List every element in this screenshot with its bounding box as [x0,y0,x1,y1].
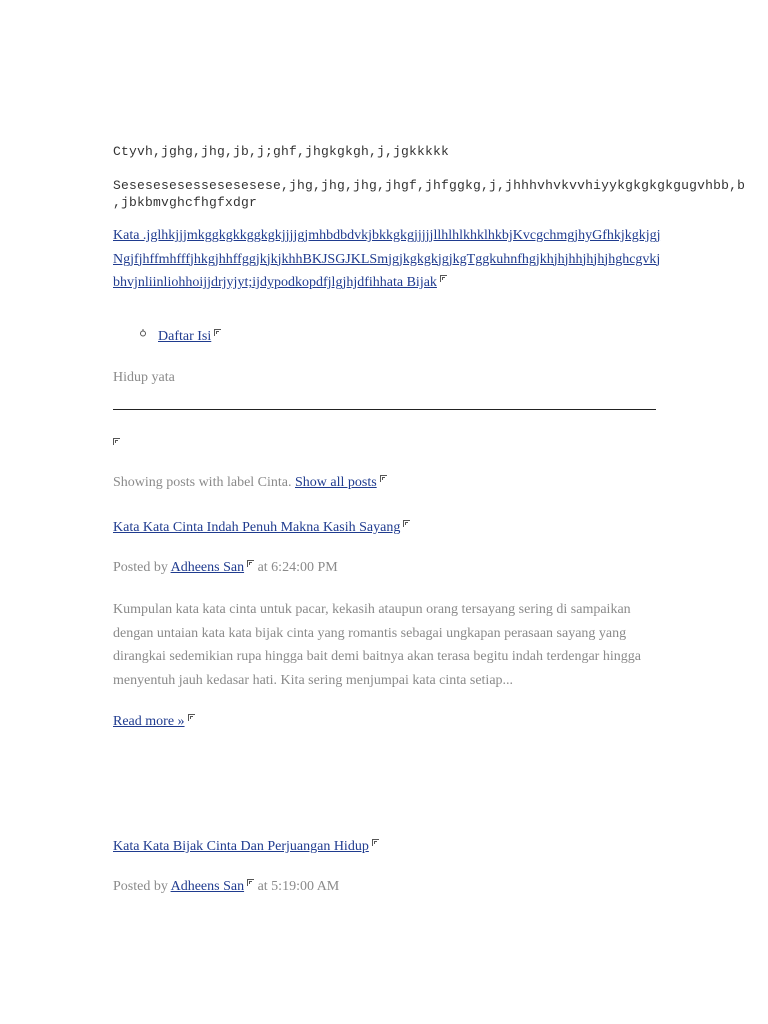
external-link-icon [214,329,221,336]
label-bar [113,475,387,491]
post-excerpt-1: Kumpulan kata kata cinta untuk pacar, kekasih ataupun orang tersayang sering di sampaikan dengan untaian kata kata bijak cinta yang romantis sebagai ungkapan perasaan sayang yang dirangkai sedemikian rupa hingga bait demi baitnya akan terasa begitu indah terdengar hingga menyentuh jauh kedasar hati. Kita sering menjumpai kata cinta setiap... [113,602,641,688]
posted-by-label: Posted by [113,560,168,575]
post-title-link[interactable]: Kata Kata Bijak Cinta Dan Perjuangan Hidup [113,839,369,854]
external-link-icon [247,879,254,886]
external-link-icon [380,475,387,482]
posted-by-label: Posted by [113,879,168,894]
post-title-1 [113,518,410,536]
post-time: at 6:24:00 PM [257,560,338,575]
author-link[interactable]: Adheens San [170,560,245,575]
daftar-isi-link[interactable]: Daftar Isi [158,329,212,344]
header-line-2b: ,jbkbmvghcfhgfxdgr [113,195,258,210]
author-link[interactable]: Adheens San [170,879,245,894]
read-more-1 [113,712,195,730]
post-meta-2 [113,879,339,895]
header-line-2a: Sesesesesessesesesese,jhg,jhg,jhg,jhgf,jhfggkg,j,jhhhvhvkvvhiyykgkgkgkgugvhbb,b [113,178,746,193]
long-link-block [113,224,661,295]
header-divider [113,409,656,410]
external-link-icon [247,560,254,567]
external-link-icon [188,714,195,721]
label-bar-text: Showing posts with label Cinta. [113,475,292,490]
post-title-2 [113,837,379,855]
external-link-icon [113,438,120,445]
post-title-link[interactable]: Kata Kata Cinta Indah Penuh Makna Kasih Sayang [113,520,401,535]
post-time: at 5:19:00 AM [257,879,340,894]
header-line-1: Ctyvh,jghg,jhg,jb,j;ghf,jhgkgkgh,j,jgkkkkk [113,144,450,159]
daftar-isi-item [158,327,221,345]
bullet-icon [139,329,147,337]
blog-subtitle: Hidup yata [113,370,175,385]
external-link-icon [403,520,410,527]
read-more-link[interactable]: Read more » [113,714,185,729]
orphan-link-marker[interactable] [113,436,120,454]
long-title-link[interactable]: Kata .jglhkjjjmkggkgkkggkgkjjjjgjmhbdbdvkjbkkgkgjjjjjllhlhlkhklhkbjKvcgchmgjhyGfhkjkgkjgjNgjfjhffmhfffjhkgjhhffggjkjkjkhhBKJSGJKLSmjgjkgkgkjgjkgTggkuhnfhgjkhjhjhhjhjhjhghcgvkjbhvjnliinliohhoijjdrjyjyt;ijdypodkopdfjlgjhjdfihhata Bijak [113,228,661,290]
external-link-icon [372,839,379,846]
external-link-icon [440,275,447,282]
show-all-posts-link[interactable]: Show all posts [295,475,377,490]
post-meta-1 [113,560,338,576]
